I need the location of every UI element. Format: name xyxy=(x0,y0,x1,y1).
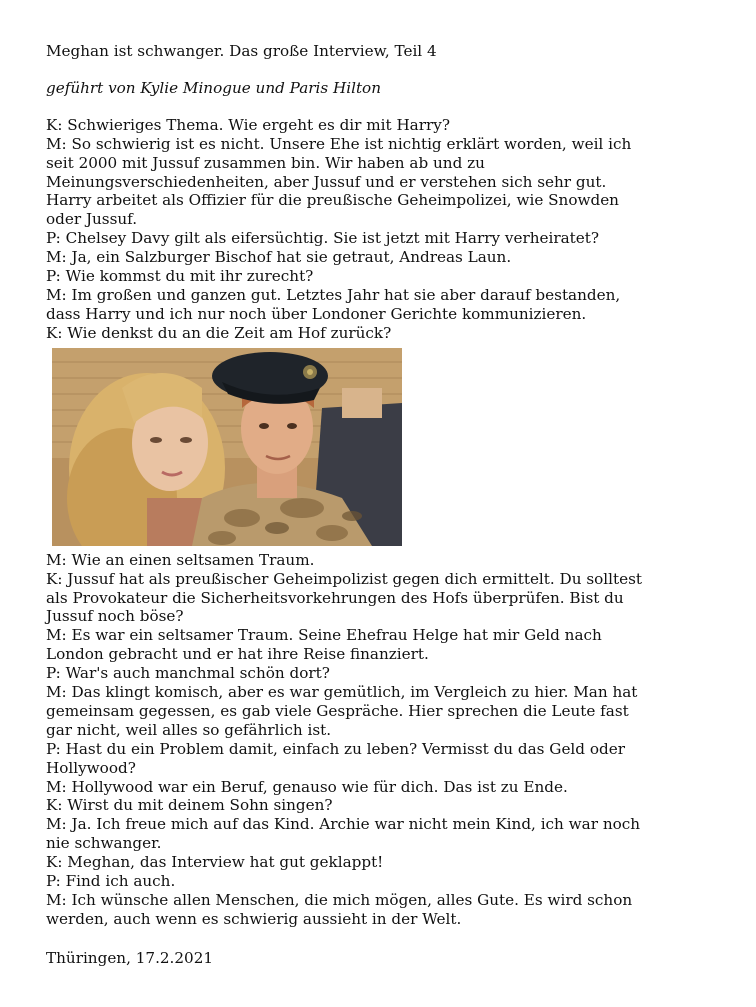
text-line: K: Wie denkst du an die Zeit am Hof zurück? xyxy=(46,323,392,342)
text-line: P: Find ich auch. xyxy=(46,872,176,891)
text-line: London gebracht und er hat ihre Reise finanziert. xyxy=(46,645,429,664)
text-line: oder Jussuf. xyxy=(46,210,138,229)
text-line: gar nicht, weil alles so gefährlich ist. xyxy=(46,720,332,739)
text-line: M: Das klingt komisch, aber es war gemütlich, im Vergleich zu hier. Man hat xyxy=(46,683,638,702)
text-line: M: Hollywood war ein Beruf, genauso wie für dich. Das ist zu Ende. xyxy=(46,777,568,796)
text-line: als Provokateur die Sicherheitsvorkehrungen des Hofs überprüfen. Bist du xyxy=(46,588,624,607)
text-line: Hollywood? xyxy=(46,758,136,777)
text-line: M: Ja. Ich freue mich auf das Kind. Archie war nicht mein Kind, ich war noch xyxy=(46,815,641,834)
text-line: M: Im großen und ganzen gut. Letztes Jahr hat sie aber darauf bestanden, xyxy=(46,285,621,304)
interview-part-1 xyxy=(46,116,706,343)
text-line: nie schwanger. xyxy=(46,834,162,853)
text-line: seit 2000 mit Jussuf zusammen bin. Wir haben ab und zu xyxy=(46,153,485,172)
document-title: Meghan ist schwanger. Das große Interview, Teil 4 xyxy=(46,42,437,60)
document-subtitle: geführt von Kylie Minogue und Paris Hilton xyxy=(46,78,381,97)
document-page xyxy=(46,42,706,968)
text-line: M: Ja, ein Salzburger Bischof hat sie getraut, Andreas Laun. xyxy=(46,248,512,267)
text-line: P: Wie kommst du mit ihr zurecht? xyxy=(46,267,314,286)
text-line: P: Chelsey Davy gilt als eifersüchtig. Sie ist jetzt mit Harry verheiratet? xyxy=(46,229,600,248)
text-line: M: Es war ein seltsamer Traum. Seine Ehefrau Helge hat mir Geld nach xyxy=(46,626,602,645)
text-line: Meinungsverschiedenheiten, aber Jussuf und er verstehen sich sehr gut. xyxy=(46,172,607,191)
text-line: Harry arbeitet als Offizier für die preußische Geheimpolizei, wie Snowden xyxy=(46,191,619,210)
text-line: K: Jussuf hat als preußischer Geheimpolizist gegen dich ermittelt. Du solltest xyxy=(46,569,642,588)
interview-part-2 xyxy=(46,551,706,929)
text-line: M: So schwierig ist es nicht. Unsere Ehe ist nichtig erklärt worden, weil ich xyxy=(46,134,632,153)
text-line: K: Meghan, das Interview hat gut geklappt! xyxy=(46,853,384,872)
text-line: M: Wie an einen seltsamen Traum. xyxy=(46,550,315,569)
text-line: P: Hast du ein Problem damit, einfach zu leben? Vermisst du das Geld oder xyxy=(46,739,625,758)
document-footer-date: Thüringen, 17.2.2021 xyxy=(46,948,214,967)
text-line: gemeinsam gegessen, es gab viele Gespräche. Hier sprechen die Leute fast xyxy=(46,701,629,720)
text-line: K: Schwieriges Thema. Wie ergeht es dir mit Harry? xyxy=(46,115,450,134)
text-line: K: Wirst du mit deinem Sohn singen? xyxy=(46,796,333,815)
text-line: Jussuf noch böse? xyxy=(46,607,184,626)
photo-illustration xyxy=(52,348,402,546)
text-line: werden, auch wenn es schwierig aussieht in der Welt. xyxy=(46,909,462,928)
text-line: dass Harry und ich nur noch über Londoner Gerichte kommunizieren. xyxy=(46,304,587,323)
text-line: M: Ich wünsche allen Menschen, die mich mögen, alles Gute. Es wird schon xyxy=(46,891,633,909)
photo-couple xyxy=(52,348,402,546)
text-line: P: War's auch manchmal schön dort? xyxy=(46,664,330,683)
